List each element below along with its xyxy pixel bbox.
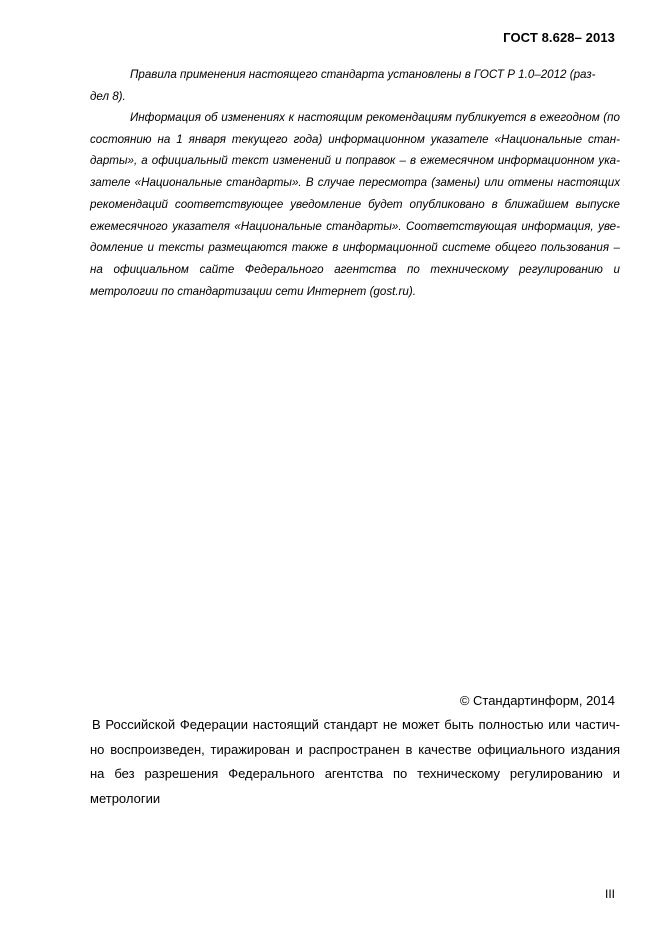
rules-line-1: Правила применения настоящего стандарта установлены в ГОСТ Р 1.0–2012 (раз- — [130, 68, 596, 81]
header-standard-code: ГОСТ 8.628– 2013 — [503, 30, 615, 45]
info-text: Информация об изменениях к настоящим рекомендациям публикуется в ежегодном (по состоянию на 1 января текущего года) информационном указателе «Национальные стан-дарты», а официальный текст изменений и поправок – в ежемесячном информационном ука-зателе «Национальные стандарты». В случае пересмотра (замены) или отмены настоящих рекомендаций соответствующее уведомление будет опубликовано в ближайшем выпуске ежемесячного указателя «Национальные стандарты». Соответствующая информация, уве-домление и тексты размещаются также в информационной системе общего пользования – на официальном сайте Федерального агентства по техническому регулированию и метрологии по стандартизации сети Интернет (gost.ru). — [90, 111, 620, 298]
copyright-line: © Стандартинформ, 2014 — [459, 693, 615, 708]
legal-notice: В Российской Федерации настоящий стандарт не может быть полностью или частич-но воспроизведен, тиражирован и распространен в качестве официального издания на без разрешения Федерального агентства по техническому регулированию и метрологии — [90, 717, 620, 806]
rules-paragraph — [90, 64, 620, 107]
rules-line-2: дел 8). — [90, 89, 126, 103]
page-number: III — [604, 887, 615, 901]
info-paragraph — [90, 107, 620, 302]
